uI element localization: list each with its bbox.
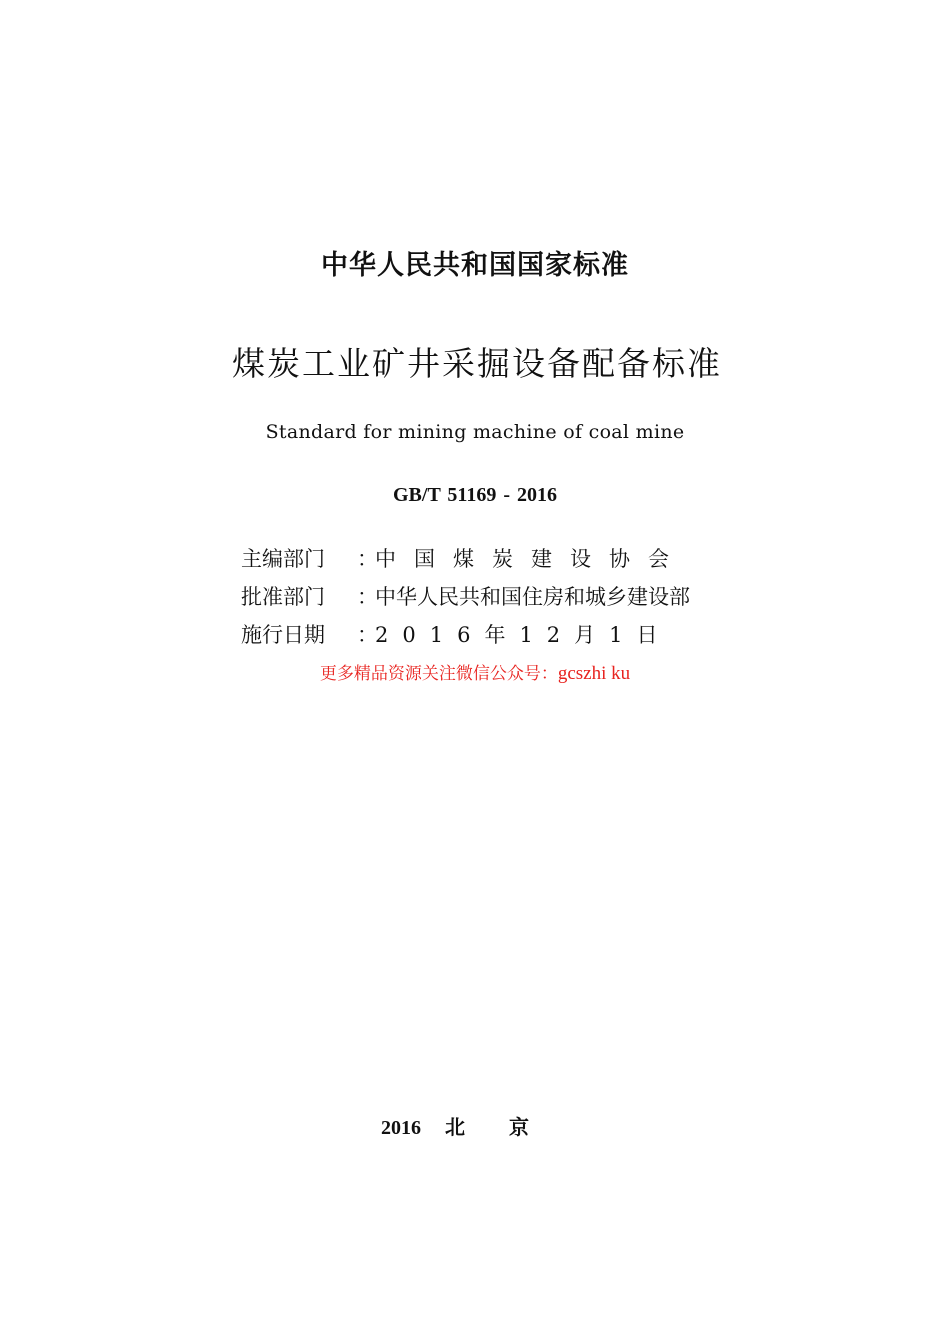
- approver-value: 中华人民共和国住房和城乡建设部: [375, 585, 690, 609]
- approver-label: 批准部门: [241, 585, 325, 609]
- promo-notice: [0, 660, 950, 688]
- editor-separator: ：: [357, 547, 378, 571]
- imprint-city: 北京: [445, 1115, 573, 1139]
- promo-notice-handle: gcszhi ku: [557, 663, 631, 684]
- effective-date-separator: ：: [357, 623, 378, 647]
- approver-separator: ：: [357, 585, 378, 609]
- editor-value: 中国煤炭建设协会: [375, 547, 687, 571]
- effective-date-value: 2016年12月1日: [375, 623, 672, 647]
- info-row-effective-date: [241, 616, 721, 654]
- info-row-approver: [241, 578, 721, 616]
- imprint-year: 2016: [381, 1117, 421, 1139]
- publication-info: [241, 540, 721, 654]
- editor-label: 主编部门: [241, 547, 325, 571]
- effective-date-label: 施行日期: [241, 623, 325, 647]
- national-standard-heading: 中华人民共和国国家标准: [321, 250, 629, 281]
- standard-title-chinese: 煤炭工业矿井采掘设备配备标准: [232, 344, 722, 383]
- standard-title-english: Standard for mining machine of coal mine: [265, 421, 685, 443]
- info-row-editor: [241, 540, 721, 578]
- standard-code: GB/T 51169 - 2016: [393, 484, 557, 506]
- promo-notice-text: 更多精品资源关注微信公众号：: [319, 664, 558, 684]
- imprint: [2, 1112, 950, 1143]
